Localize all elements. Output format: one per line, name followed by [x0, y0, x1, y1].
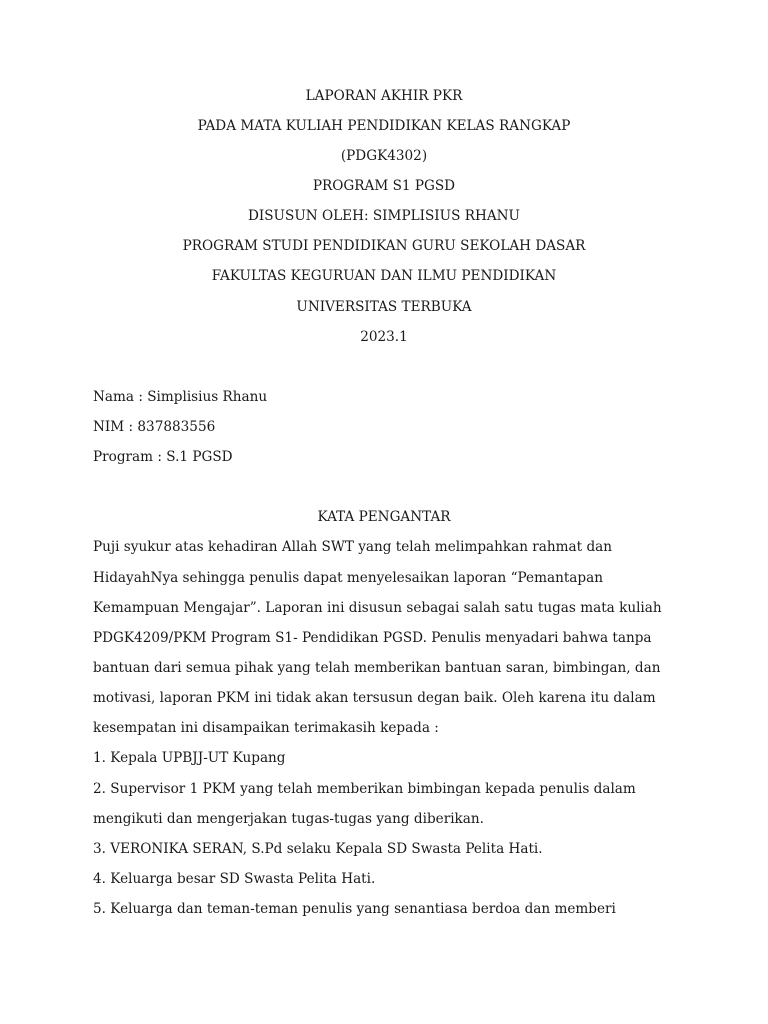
- foreword-list-item-3: 3. VERONIKA SERAN, S.Pd selaku Kepala SD Swasta Pelita Hati.: [93, 841, 543, 857]
- foreword-list-item-5: 5. Keluarga dan teman-teman penulis yang senantiasa berdoa dan memberi: [93, 901, 616, 917]
- foreword-line-7: kesempatan ini disampaikan terimakasih kepada :: [93, 720, 439, 736]
- foreword-heading: KATA PENGANTAR: [317, 509, 451, 525]
- title-line-3: (PDGK4302): [340, 148, 428, 164]
- foreword-line-2: HidayahNya sehingga penulis dapat menyelesaikan laporan “Pemantapan: [93, 570, 603, 586]
- title-line-4: PROGRAM S1 PGSD: [312, 178, 456, 194]
- foreword-list-item-4: 4. Keluarga besar SD Swasta Pelita Hati.: [93, 871, 376, 887]
- identity-program: Program : S.1 PGSD: [93, 449, 233, 465]
- title-line-9: 2023.1: [360, 329, 408, 345]
- title-line-5: DISUSUN OLEH: SIMPLISIUS RHANU: [247, 208, 521, 224]
- title-line-8: UNIVERSITAS TERBUKA: [296, 299, 472, 315]
- identity-nama: Nama : Simplisius Rhanu: [93, 389, 268, 405]
- title-line-1: LAPORAN AKHIR PKR: [305, 88, 463, 104]
- foreword-list-item-2: 2. Supervisor 1 PKM yang telah memberikan bimbingan kepada penulis dalam: [93, 781, 636, 797]
- title-line-2: PADA MATA KULIAH PENDIDIKAN KELAS RANGKAP: [197, 118, 571, 134]
- foreword-list-item-2-cont: mengikuti dan mengerjakan tugas-tugas yang diberikan.: [93, 811, 484, 827]
- foreword-line-1: Puji syukur atas kehadiran Allah SWT yang telah melimpahkan rahmat dan: [93, 539, 613, 555]
- identity-nim: NIM : 837883556: [93, 419, 216, 435]
- foreword-line-3: Kemampuan Mengajar”. Laporan ini disusun sebagai salah satu tugas mata kuliah: [93, 600, 662, 616]
- foreword-line-4: PDGK4209/PKM Program S1- Pendidikan PGSD. Penulis menyadari bahwa tanpa: [93, 630, 652, 646]
- foreword-line-6: motivasi, laporan PKM ini tidak akan tersusun degan baik. Oleh karena itu dalam: [93, 690, 656, 706]
- title-line-7: FAKULTAS KEGURUAN DAN ILMU PENDIDIKAN: [211, 268, 557, 284]
- foreword-line-5: bantuan dari semua pihak yang telah memberikan bantuan saran, bimbingan, dan: [93, 660, 661, 676]
- title-line-6: PROGRAM STUDI PENDIDIKAN GURU SEKOLAH DASAR: [182, 238, 586, 254]
- foreword-list-item-1: 1. Kepala UPBJJ-UT Kupang: [93, 750, 286, 766]
